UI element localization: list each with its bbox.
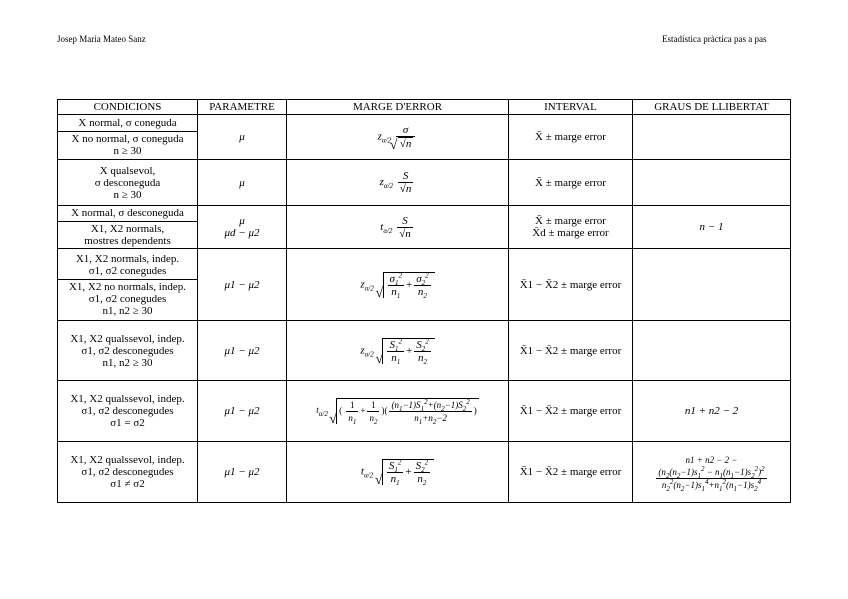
condition-cell bbox=[58, 442, 198, 503]
df-cell bbox=[633, 160, 791, 206]
condition-text: σ1, σ2 desconegudes bbox=[81, 405, 174, 417]
condition-cell bbox=[58, 206, 198, 249]
interval-cell: X̄1 − X̄2 ± marge error bbox=[509, 381, 633, 442]
condition-text: X qualsevol, bbox=[99, 164, 156, 177]
condition-text: X1, X2 no normals, indep. bbox=[58, 279, 197, 293]
table-row bbox=[58, 115, 791, 160]
table-row bbox=[58, 160, 791, 206]
condition-text: n1, n2 ≥ 30 bbox=[102, 304, 153, 317]
margin-formula-cell: $z_{\alpha/2}$ √ $\frac{S_1^2}{n_1}$ + $\frac{S_2^2}{n_2}$ bbox=[287, 321, 509, 381]
condition-cell bbox=[58, 160, 198, 206]
interval-text: X̄ ± marge error bbox=[535, 215, 606, 227]
table-row bbox=[58, 321, 791, 381]
condition-text: σ1, σ2 conegudes bbox=[88, 264, 167, 277]
condition-text: X1, X2 qualssevol, indep. bbox=[70, 393, 185, 405]
condition-text: X normal, σ desconeguda bbox=[71, 207, 184, 219]
condition-text: σ1, σ2 desconegudes bbox=[81, 466, 174, 478]
condition-text: X1, X2 normals, indep. bbox=[75, 252, 180, 265]
table-row bbox=[58, 249, 791, 321]
col-header-interval: INTERVAL bbox=[509, 100, 633, 115]
condition-text: X no normal, σ coneguda bbox=[58, 131, 197, 145]
condition-text: mostres dependents bbox=[84, 235, 171, 247]
condition-text: σ1 = σ2 bbox=[110, 417, 145, 429]
interval-cell: X̄1 − X̄2 ± marge error bbox=[509, 442, 633, 503]
df-cell: n1 + n2 − 2 bbox=[633, 381, 791, 442]
interval-text: X̄d ± marge error bbox=[532, 227, 609, 239]
df-cell bbox=[633, 115, 791, 160]
df-cell bbox=[633, 249, 791, 321]
parameter-cell: μ1 − μ2 bbox=[198, 321, 287, 381]
condition-text: X1, X2 qualssevol, indep. bbox=[70, 332, 185, 345]
condition-text: σ1, σ2 desconegudes bbox=[81, 344, 174, 357]
interval-cell: X̄1 − X̄2 ± marge error bbox=[509, 321, 633, 381]
df-cell: n1 + n2 − 2 − $\frac{(n_2(n_2-1)s_1^2 - n_1(n_1-1)s_2^2)^2}{n_2^2(n_2-1)s_1^4+n_1^2(n_1-1)s_2^4}$ bbox=[633, 442, 791, 503]
interval-cell: X̄1 − X̄2 ± marge error bbox=[509, 249, 633, 321]
df-text: n1 + n2 − 2 − bbox=[685, 454, 738, 465]
confidence-interval-table bbox=[57, 99, 791, 503]
condition-cell bbox=[58, 115, 198, 160]
table-row bbox=[58, 206, 791, 249]
parameter-cell: μ1 − μ2 bbox=[198, 381, 287, 442]
condition-text: X1, X2 qualssevol, indep. bbox=[70, 454, 185, 466]
margin-formula-cell: $t_{\alpha/2}$ $\frac{S}{√n}$ bbox=[287, 206, 509, 249]
condition-cell bbox=[58, 249, 198, 321]
parameter-cell bbox=[198, 206, 287, 249]
condition-text: X normal, σ coneguda bbox=[78, 117, 177, 129]
col-header-parametre: PARAMETRE bbox=[198, 100, 287, 115]
interval-cell: X̄ ± marge error bbox=[509, 160, 633, 206]
table-row bbox=[58, 442, 791, 503]
parameter-cell: μ1 − μ2 bbox=[198, 249, 287, 321]
col-header-graus-llibertat: GRAUS DE LLIBERTAT bbox=[633, 100, 791, 115]
df-cell: n − 1 bbox=[633, 206, 791, 249]
parameter-text: μd − μ2 bbox=[224, 227, 260, 239]
condition-text: σ desconeguda bbox=[94, 176, 161, 189]
author-header: Josep Maria Mateo Sanz bbox=[57, 34, 146, 44]
condition-text: n1, n2 ≥ 30 bbox=[102, 356, 153, 369]
parameter-cell: μ1 − μ2 bbox=[198, 442, 287, 503]
df-cell bbox=[633, 321, 791, 381]
interval-cell bbox=[509, 206, 633, 249]
col-header-marge-error: MARGE D'ERROR bbox=[287, 100, 509, 115]
margin-formula-cell: $t_{\alpha/2}$ √ $\frac{S_1^2}{n_1}$ + $\frac{S_2^2}{n_2}$ bbox=[287, 442, 509, 503]
col-header-condicions: CONDICIONS bbox=[58, 100, 198, 115]
condition-cell bbox=[58, 321, 198, 381]
parameter-cell: μ bbox=[198, 160, 287, 206]
parameter-cell: μ bbox=[198, 115, 287, 160]
margin-formula-cell: $z_{\alpha/2}$ σ √ √n bbox=[287, 115, 509, 160]
condition-text: X1, X2 normals, bbox=[58, 221, 197, 235]
book-title-header: Estadística pràctica pas a pas bbox=[662, 34, 767, 44]
condition-text: σ1 ≠ σ2 bbox=[110, 478, 145, 490]
table-row bbox=[58, 381, 791, 442]
condition-text: n ≥ 30 bbox=[113, 145, 142, 157]
condition-text: n ≥ 30 bbox=[113, 188, 142, 201]
margin-formula-cell: $z_{\alpha/2}$ $\frac{S}{√n}$ bbox=[287, 160, 509, 206]
margin-formula-cell: $t_{\alpha/2}$ √ ( $\frac{1}{n_1}$ + $\frac{1}{n_2}$ )( $\frac{(n_1-1)S_1^2+(n_2-1)S_2^2}{n_1+n_2-2}$ ) bbox=[287, 381, 509, 442]
condition-text: σ1, σ2 conegudes bbox=[88, 292, 167, 305]
margin-formula-cell: $z_{\alpha/2}$ √ $\frac{\sigma_1^2}{n_1}$ + $\frac{\sigma_2^2}{n_2}$ bbox=[287, 249, 509, 321]
parameter-text: μ bbox=[239, 215, 245, 227]
table-header-row bbox=[58, 100, 791, 115]
interval-cell: X̄ ± marge error bbox=[509, 115, 633, 160]
condition-cell bbox=[58, 381, 198, 442]
